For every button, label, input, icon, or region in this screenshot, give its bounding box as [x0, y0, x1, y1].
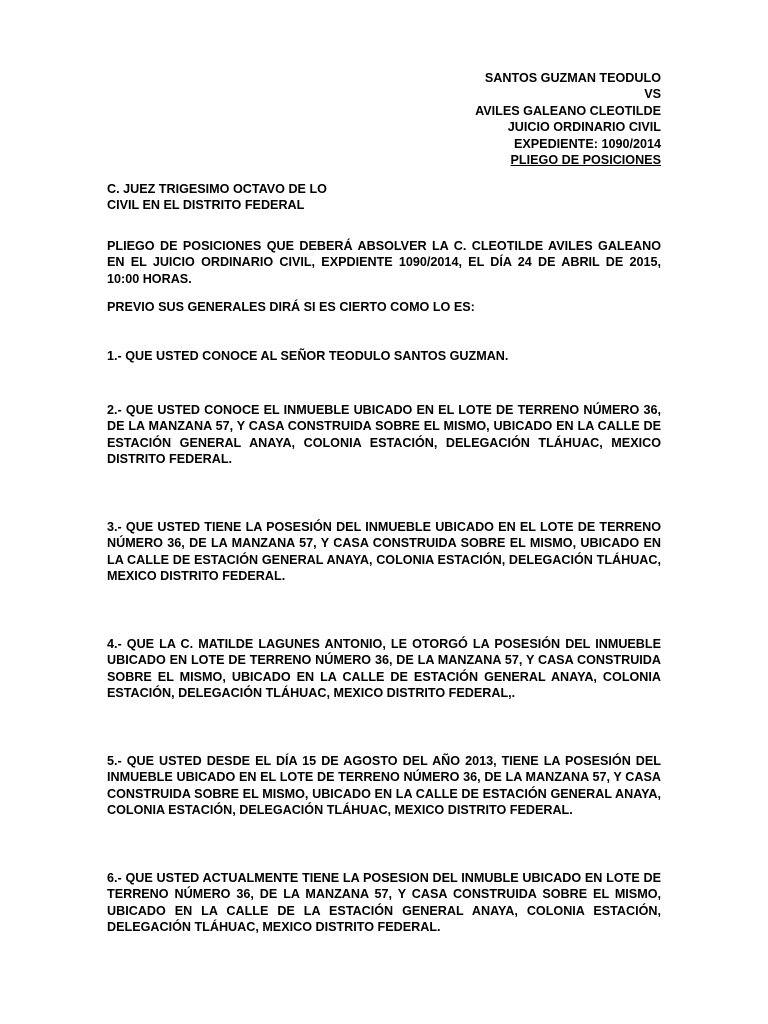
- position-item: 3.- QUE USTED TIENE LA POSESIÓN DEL INMUEBLE UBICADO EN EL LOTE DE TERRENO NÚMERO 36, DE LA MANZANA 57, Y CASA CONSTRUIDA SOBRE EL MISMO, UBICADO EN LA CALLE DE ESTACIÓN GENERAL ANAYA, COLONIA ESTACIÓN, DELEGACIÓN TLÁHUAC, MEXICO DISTRITO FEDERAL.: [107, 520, 661, 584]
- case-number: EXPEDIENTE: 1090/2014: [513, 136, 661, 151]
- position-item: 5.- QUE USTED DESDE EL DÍA 15 DE AGOSTO DEL AÑO 2013, TIENE LA POSESIÓN DEL INMUEBLE UBICADO EN EL LOTE DE TERRENO NÚMERO 36, DE LA MANZANA 57, Y CASA CONSTRUIDA SOBRE EL MISMO, UBICADO EN LA CALLE DE ESTACIÓN GENERAL ANAYA, COLONIA ESTACIÓN, DELEGACIÓN TLÁHUAC, MEXICO DISTRITO FEDERAL.: [107, 754, 661, 818]
- position-item: 1.- QUE USTED CONOCE AL SEÑOR TEODULO SANTOS GUZMAN.: [107, 349, 509, 363]
- preamble-paragraph: PREVIO SUS GENERALES DIRÁ SI ES CIERTO COMO LO ES:: [107, 300, 475, 314]
- position-item: 6.- QUE USTED ACTUALMENTE TIENE LA POSESION DEL INMUBLE UBICADO EN LOTE DE TERRENO NÚMERO 36, DE LA MANZANA 57, Y CASA CONSTRUIDA SOBRE EL MISMO, UBICADO EN LA CALLE DE LA ESTACIÓN GENERAL ANAYA, COLONIA ESTACIÓN, DELEGACIÓN TLÁHUAC, MEXICO DISTRITO FEDERAL.: [107, 871, 661, 935]
- addressee-line-2: CIVIL EN EL DISTRITO FEDERAL: [107, 198, 305, 213]
- plaintiff-name: SANTOS GUZMAN TEODULO: [484, 71, 661, 85]
- addressee-line-1: C. JUEZ TRIGESIMO OCTAVO DE LO: [107, 182, 327, 196]
- intro-paragraph: PLIEGO DE POSICIONES QUE DEBERÁ ABSOLVER LA C. CLEOTILDE AVILES GALEANO EN EL JUICIO ORDINARIO CIVIL, EXPDIENTE 1090/2014, EL DÍA 24 DE ABRIL DE 2015, 10:00 HORAS.: [107, 239, 661, 286]
- document-title: PLIEGO DE POSICIONES: [510, 153, 661, 168]
- defendant-name: AVILES GALEANO CLEOTILDE: [475, 103, 661, 118]
- position-item: 2.- QUE USTED CONOCE EL INMUEBLE UBICADO EN EL LOTE DE TERRENO NÚMERO 36, DE LA MANZANA 57, Y CASA CONSTRUIDA SOBRE EL MISMO, UBICADO EN LA CALLE DE ESTACIÓN GENERAL ANAYA, COLONIA ESTACIÓN, DELEGACIÓN TLÁHUAC, MEXICO DISTRITO FEDERAL.: [107, 403, 661, 467]
- case-header: [475, 70, 661, 168]
- position-item: 4.- QUE LA C. MATILDE LAGUNES ANTONIO, LE OTORGÓ LA POSESIÓN DEL INMUEBLE UBICADO EN LOTE DE TERRENO NÚMERO 36, DE LA MANZANA 57, Y CASA CONSTRUIDA SOBRE EL MISMO, UBICADO EN LA CALLE DE ESTACIÓN GENERAL ANAYA, COLONIA ESTACIÓN, DELEGACIÓN TLÁHUAC, MEXICO DISTRITO FEDERAL,.: [107, 637, 661, 701]
- trial-type: JUICIO ORDINARIO CIVIL: [507, 120, 661, 135]
- versus-label: VS: [644, 87, 661, 102]
- addressee-block: [107, 181, 661, 214]
